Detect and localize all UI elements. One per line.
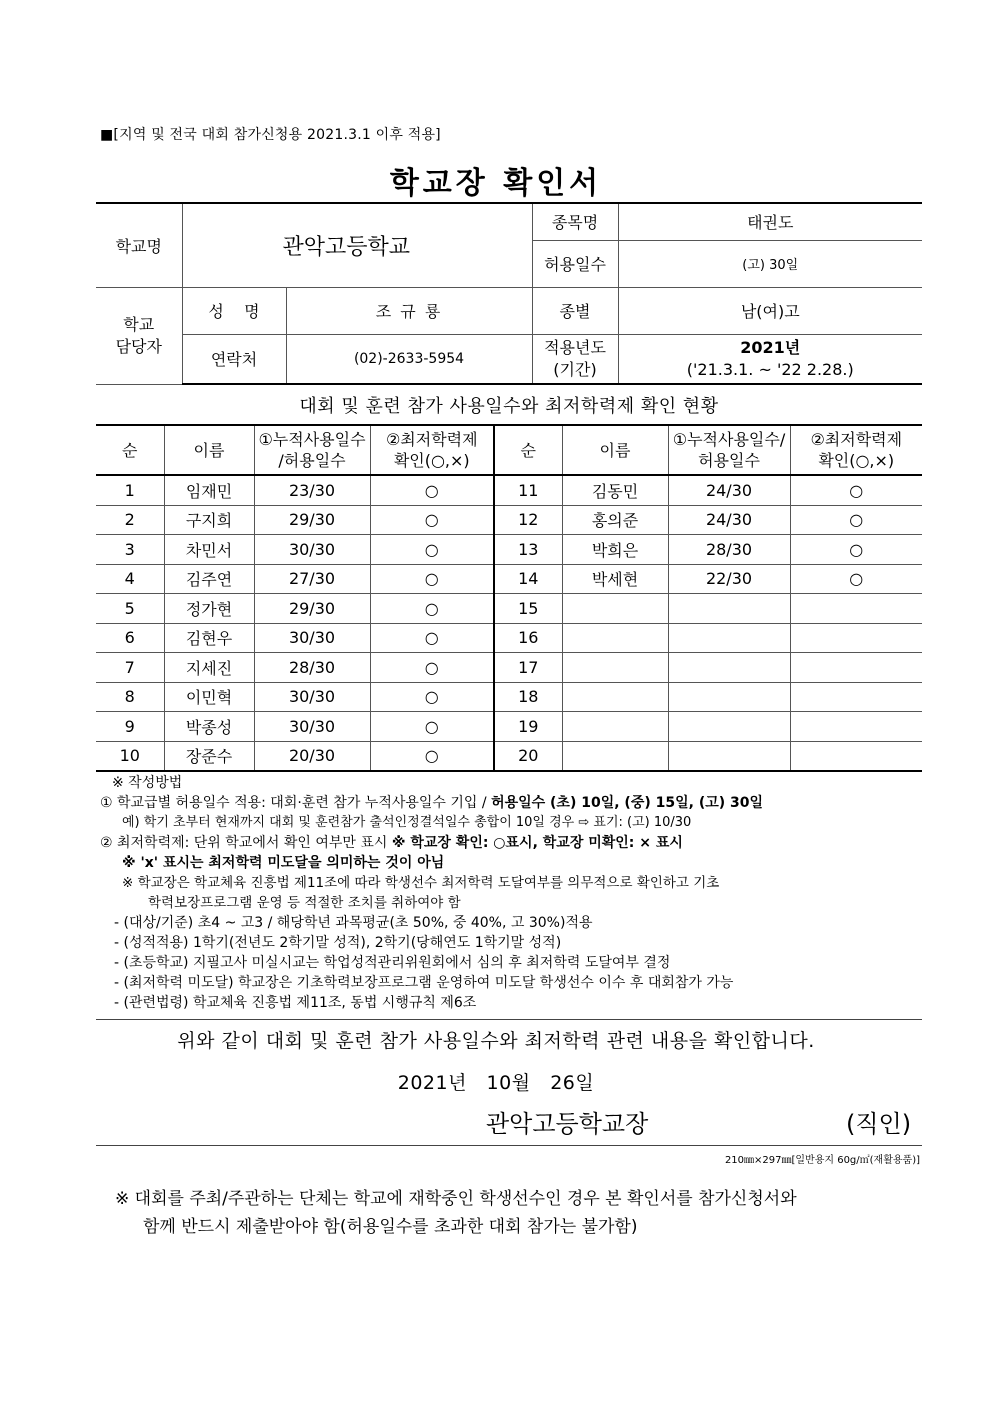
footnote-line-1: ※ 대회를 주최/주관하는 단체는 학교에 재학중인 학생선수인 경우 본 확인서를 참가신청서와	[115, 1189, 797, 1209]
contact-value: (02)-2633-5954	[286, 334, 532, 384]
instruction-item-2-text: ② 최저학력제: 단위 학교에서 확인 여부만 표시	[100, 835, 392, 851]
confirmation-statement: 위와 같이 대회 및 훈련 참가 사용일수와 최저학력 관련 내용을 확인합니다.	[177, 1030, 815, 1052]
table-cell	[668, 712, 790, 742]
bullet-4: - (최저학력 미도달) 학교장은 기초학력보장프로그램 운영하여 미도달 학생선수 이수 후 대회참가 가능	[114, 975, 734, 991]
check-cell: ○	[370, 505, 494, 535]
instruction-item-1	[100, 793, 930, 813]
table-cell: 김현우	[164, 623, 254, 653]
table-cell: 박종성	[164, 712, 254, 742]
table-cell: 박세현	[562, 564, 668, 594]
check-cell	[790, 682, 922, 712]
table-cell: 20/30	[254, 741, 370, 771]
table-cell	[562, 682, 668, 712]
table-cell: 김주연	[164, 564, 254, 594]
table-row	[96, 623, 922, 653]
table-cell: 차민서	[164, 535, 254, 565]
table-header-row	[96, 425, 922, 475]
check-cell: ○	[370, 594, 494, 624]
table-cell: 3	[96, 535, 164, 565]
document-title: 학교장 확인서	[389, 166, 603, 201]
table-cell: 30/30	[254, 623, 370, 653]
table-cell: 30/30	[254, 682, 370, 712]
table-cell: 김동민	[562, 475, 668, 505]
table-cell: 22/30	[668, 564, 790, 594]
table-cell: 6	[96, 623, 164, 653]
header-cell: 이름	[562, 425, 668, 475]
table-cell: 11	[494, 475, 562, 505]
period-value: ('21.3.1. ~ '22 2.28.)	[686, 359, 854, 379]
header-cell: ①누적사용일수/ 허용일수	[668, 425, 790, 475]
table-cell: 장준수	[164, 741, 254, 771]
table-cell: 홍의준	[562, 505, 668, 535]
check-cell: ○	[370, 564, 494, 594]
gender-value: 남(여)고	[618, 287, 922, 334]
check-cell: ○	[370, 712, 494, 742]
table-cell: 28/30	[668, 535, 790, 565]
table-cell: 10	[96, 741, 164, 771]
table-cell: 4	[96, 564, 164, 594]
check-cell: ○	[370, 535, 494, 565]
school-name: 관악고등학교	[182, 203, 532, 287]
table-cell: 23/30	[254, 475, 370, 505]
footnote-line-2: 함께 반드시 제출받아야 함(허용일수를 초과한 대회 참가는 불가함)	[143, 1217, 638, 1237]
divider	[96, 1019, 922, 1020]
table-cell	[668, 682, 790, 712]
table-cell: 12	[494, 505, 562, 535]
school-name-label: 학교명	[96, 203, 182, 287]
table-cell: 구지희	[164, 505, 254, 535]
table-cell: 30/30	[254, 535, 370, 565]
table-cell	[562, 653, 668, 683]
instruction-item-2-bold: ※ 학교장 확인: ○표시, 학교장 미확인: × 표시	[391, 835, 683, 851]
table-cell: 15	[494, 594, 562, 624]
note-principal-2: 학력보장프로그램 운영 등 적절한 조치를 취하여야 함	[148, 895, 461, 911]
bullet-3: - (초등학교) 지필고사 미실시교는 학업성적관리위원회에서 심의 후 최저학력 도달여부 결정	[114, 955, 671, 971]
check-cell: ○	[370, 653, 494, 683]
table-cell	[668, 741, 790, 771]
sport-label: 종목명	[532, 203, 618, 240]
table-cell: 28/30	[254, 653, 370, 683]
instruction-item-1-text: ① 학교급별 허용일수 적용: 대회·훈련 참가 누적사용일수 기입 /	[100, 795, 492, 811]
check-cell	[790, 712, 922, 742]
allowed-days-label: 허용일수	[532, 240, 618, 287]
check-cell: ○	[370, 682, 494, 712]
year-value: 2021년	[740, 337, 801, 357]
table-cell: 24/30	[668, 475, 790, 505]
table-cell: 1	[96, 475, 164, 505]
instructions-heading: ※ 작성방법	[112, 775, 183, 791]
header-cell: 순	[494, 425, 562, 475]
bullet-1: - (대상/기준) 초4 ~ 고3 / 해당학년 과목평균(초 50%, 중 40%, 고 30%)적용	[114, 915, 593, 931]
footnote	[115, 1185, 797, 1241]
table-cell: 29/30	[254, 505, 370, 535]
bullet-5: - (관련법령) 학교체육 진흥법 제11조, 동법 시행규칙 제6조	[114, 995, 477, 1011]
divider	[96, 1145, 922, 1146]
manager-name: 조 규 룡	[286, 287, 532, 334]
header-cell: ②최저학력제 확인(○,×)	[790, 425, 922, 475]
table-row	[96, 712, 922, 742]
manager-label: 학교 담당자	[96, 287, 182, 384]
table-row	[96, 594, 922, 624]
allowed-days-value: (고) 30일	[618, 240, 922, 287]
table-cell: 17	[494, 653, 562, 683]
table-cell: 16	[494, 623, 562, 653]
check-cell	[790, 741, 922, 771]
check-cell: ○	[370, 623, 494, 653]
table-cell	[562, 594, 668, 624]
check-cell: ○	[370, 741, 494, 771]
check-cell	[790, 594, 922, 624]
signer-name: 관악고등학교장	[486, 1110, 649, 1138]
table-cell	[668, 594, 790, 624]
table-cell: 27/30	[254, 564, 370, 594]
check-cell: ○	[790, 535, 922, 565]
table-cell: 9	[96, 712, 164, 742]
table-cell: 지세진	[164, 653, 254, 683]
table-cell	[668, 623, 790, 653]
check-cell: ○	[370, 475, 494, 505]
header-note: ■[지역 및 전국 대회 참가신청용 2021.3.1 이후 적용]	[100, 127, 441, 143]
table-row	[96, 741, 922, 771]
table-cell: 7	[96, 653, 164, 683]
table-row	[96, 653, 922, 683]
instructions	[100, 773, 930, 1013]
table-cell: 박희은	[562, 535, 668, 565]
table-cell: 임재민	[164, 475, 254, 505]
table-cell	[562, 623, 668, 653]
instruction-item-2	[100, 833, 930, 853]
check-cell: ○	[790, 564, 922, 594]
bullet-2: - (성적적용) 1학기(전년도 2학기말 성적), 2학기(당해연도 1학기말 성적)	[114, 935, 562, 951]
name-label: 성 명	[182, 287, 286, 334]
gender-label: 종별	[532, 287, 618, 334]
table-cell: 13	[494, 535, 562, 565]
table-cell: 29/30	[254, 594, 370, 624]
header-cell: 이름	[164, 425, 254, 475]
table-row	[96, 475, 922, 505]
check-cell: ○	[790, 475, 922, 505]
table-cell: 8	[96, 682, 164, 712]
table-cell: 24/30	[668, 505, 790, 535]
table-row	[96, 682, 922, 712]
header-cell: 순	[96, 425, 164, 475]
table-cell: 30/30	[254, 712, 370, 742]
table-cell	[562, 741, 668, 771]
check-cell	[790, 653, 922, 683]
table-cell: 5	[96, 594, 164, 624]
note-x-mark: ※ 'x' 표시는 최저학력 미도달을 의미하는 것이 아님	[122, 855, 445, 871]
note-principal-1: ※ 학교장은 학교체육 진흥법 제11조에 따라 학생선수 최저학력 도달여부를 의무적으로 확인하고 기초	[122, 875, 720, 891]
table-row	[96, 535, 922, 565]
table-cell: 2	[96, 505, 164, 535]
school-info-table	[96, 202, 922, 385]
instruction-example: 예) 학기 초부터 현재까지 대회 및 훈련참가 출석인정결석일수 총합이 10일 경우 ⇨ 표기: (고) 10/30	[122, 815, 692, 830]
table-cell: 14	[494, 564, 562, 594]
table-cell	[668, 653, 790, 683]
table-cell	[562, 712, 668, 742]
sport-value: 태권도	[618, 203, 922, 240]
check-cell	[790, 623, 922, 653]
instruction-item-1-bold: 허용일수 (초) 10일, (중) 15일, (고) 30일	[491, 795, 764, 811]
check-cell: ○	[790, 505, 922, 535]
table-cell: 18	[494, 682, 562, 712]
participants-table	[96, 424, 922, 772]
table-cell: 이민혁	[164, 682, 254, 712]
header-cell: ②최저학력제 확인(○,×)	[370, 425, 494, 475]
table-row	[96, 505, 922, 535]
header-cell: ①누적사용일수 /허용일수	[254, 425, 370, 475]
table-cell: 정가현	[164, 594, 254, 624]
table-cell: 19	[494, 712, 562, 742]
table-cell: 20	[494, 741, 562, 771]
contact-label: 연락처	[182, 334, 286, 384]
section-title: 대회 및 훈련 참가 사용일수와 최저학력제 확인 현황	[299, 396, 719, 417]
year-label: 적용년도 (기간)	[532, 334, 618, 384]
issue-date: 2021년 10월 26일	[397, 1072, 595, 1094]
official-seal-label: (직인)	[846, 1110, 912, 1138]
table-row	[96, 564, 922, 594]
paper-spec: 210㎜×297㎜[일반용지 60g/㎡(재활용품)]	[724, 1155, 920, 1166]
